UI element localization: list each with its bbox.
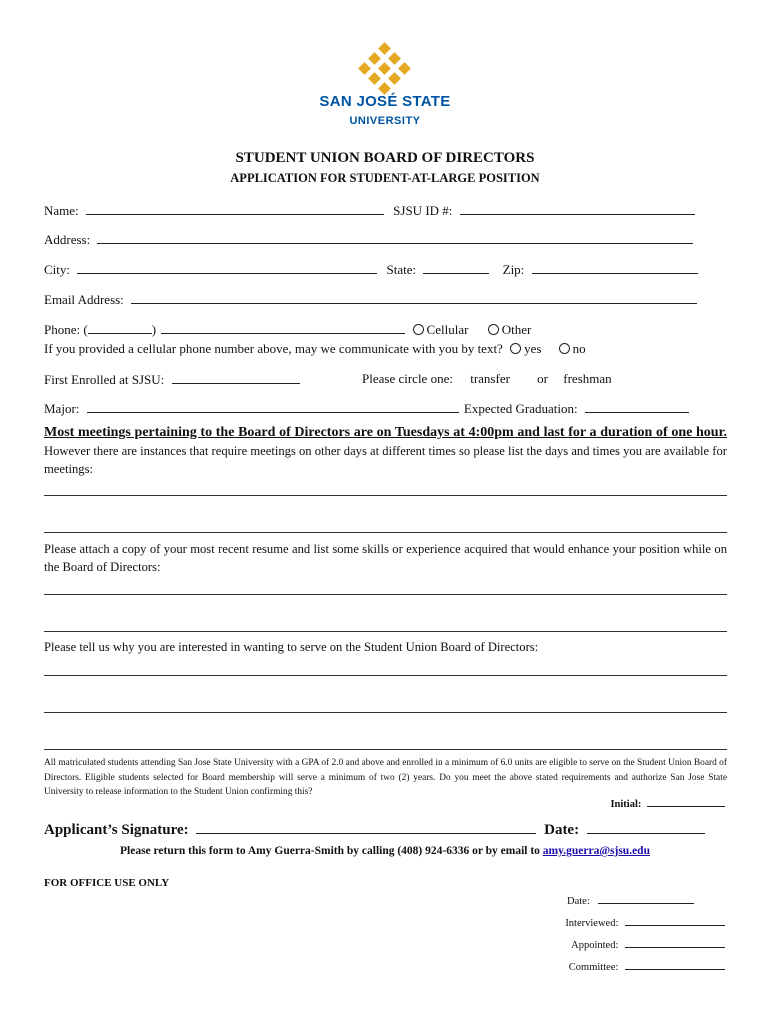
yes-radio-icon [510, 343, 521, 354]
text-question: If you provided a cellular phone number above, may we communicate with you by text? [44, 341, 503, 356]
skills-line-2[interactable] [44, 631, 727, 632]
meetings-rest: However there are instances that require meetings on other days at different times so please list the days and times you are available for meetings: [44, 444, 727, 476]
return-email-link[interactable]: amy.guerra@sjsu.edu [542, 845, 650, 857]
no-option[interactable] [559, 341, 586, 356]
skills-line-1[interactable] [44, 594, 727, 595]
enrollment-type-row [362, 371, 612, 387]
zip-field[interactable] [532, 261, 698, 274]
major-row [44, 400, 689, 417]
city-label: City: [44, 262, 71, 277]
yes-label: yes [524, 341, 542, 356]
text-question-row [44, 341, 586, 357]
logo-line1: SAN JOSÉ STATE [319, 93, 451, 110]
other-label: Other [501, 322, 532, 337]
office-interviewed-field[interactable] [625, 915, 725, 926]
name-field[interactable] [86, 202, 384, 215]
zip-label: Zip: [502, 262, 525, 277]
office-committee-label: Committee: [568, 962, 619, 973]
signature-label: Applicant’s Signature: [44, 822, 189, 838]
phone-label: Phone: ( [44, 322, 88, 337]
logo-line2: UNIVERSITY [349, 115, 421, 127]
cellular-option[interactable] [413, 322, 469, 337]
address-row [44, 231, 693, 248]
phone-number-field[interactable] [161, 321, 405, 334]
meetings-paragraph [44, 423, 727, 478]
return-text: Please return this form to Amy Guerra-Smith by calling (408) 924-6336 or by email to [120, 845, 540, 857]
office-appointed-label: Appointed: [571, 940, 619, 951]
office-appointed-field[interactable] [625, 937, 725, 948]
interest-line-1[interactable] [44, 675, 727, 676]
name-label: Name: [44, 203, 79, 218]
meetings-bold: Most meetings pertaining to the Board of Directors are on Tuesdays at 4:00pm and last for a duration of one hour. [44, 425, 727, 440]
cellular-radio-icon [413, 324, 424, 335]
or-label: or [537, 371, 549, 386]
interest-line-2[interactable] [44, 712, 727, 713]
no-radio-icon [559, 343, 570, 354]
office-interviewed-label: Interviewed: [565, 918, 619, 929]
name-row [44, 202, 695, 219]
sjsu-id-label: SJSU ID #: [393, 203, 453, 218]
yes-option[interactable] [510, 341, 541, 356]
interest-prompt: Please tell us why you are interested in wanting to serve on the Student Union Board of Directors: [44, 640, 539, 654]
availability-line-1[interactable] [44, 495, 727, 496]
signature-row [44, 820, 705, 839]
city-field[interactable] [77, 261, 377, 274]
office-committee-row [569, 959, 725, 973]
office-interviewed-row [565, 915, 725, 929]
office-committee-field[interactable] [625, 959, 725, 970]
availability-line-2[interactable] [44, 532, 727, 533]
initial-field[interactable] [647, 796, 725, 807]
no-label: no [572, 341, 586, 356]
expected-graduation-label: Expected Graduation: [463, 401, 578, 416]
major-field[interactable] [87, 400, 459, 413]
transfer-option[interactable]: transfer [470, 371, 510, 386]
first-enrolled-field[interactable] [172, 371, 300, 384]
signature-date-field[interactable] [587, 820, 705, 834]
signature-date-label: Date: [544, 822, 580, 838]
sjsu-id-field[interactable] [460, 202, 695, 215]
office-date-field[interactable] [598, 893, 694, 904]
first-enrolled-row [44, 371, 300, 388]
eligibility-statement: All matriculated students attending San Jose State University with a GPA of 2.0 and above and enrolled in a minimum of 6.0 units are eligible to serve on the Student Union Board of Directors. Eligible students selected for Board membership will serve a minimum of two (2) years. Do you meet the above stated requirements and authorize San Jose State University to release information to the Student Union confirming this? [44, 758, 727, 797]
email-label: Email Address: [44, 292, 124, 307]
page-title: STUDENT UNION BOARD OF DIRECTORS [235, 150, 535, 166]
cellular-label: Cellular [426, 322, 469, 337]
expected-graduation-field[interactable] [585, 400, 689, 413]
office-appointed-row [571, 937, 725, 951]
state-label: State: [386, 262, 417, 277]
resume-prompt: Please attach a copy of your most recent resume and list some skills or experience acquired that would enhance your position while on the Board of Directors: [44, 542, 727, 574]
office-date-label: Date: [567, 896, 590, 907]
phone-paren-close: ) [151, 322, 157, 337]
email-field[interactable] [131, 291, 697, 304]
other-option[interactable] [488, 322, 532, 337]
other-radio-icon [488, 324, 499, 335]
major-label: Major: [44, 401, 80, 416]
interest-line-3[interactable] [44, 749, 727, 750]
sjsu-logo [354, 40, 424, 90]
phone-area-code-field[interactable] [88, 321, 152, 334]
city-row [44, 261, 698, 278]
circle-one-label: Please circle one: [362, 371, 453, 386]
first-enrolled-label: First Enrolled at SJSU: [44, 372, 165, 387]
state-field[interactable] [423, 261, 489, 274]
office-date-row [567, 893, 725, 907]
phone-row [44, 321, 531, 338]
initial-row [610, 796, 725, 810]
address-label: Address: [44, 232, 91, 247]
initial-label: Initial: [610, 799, 642, 810]
page-subtitle: APPLICATION FOR STUDENT-AT-LARGE POSITION [230, 171, 540, 185]
return-info [0, 845, 770, 857]
freshman-option[interactable]: freshman [563, 371, 612, 386]
office-use-heading: FOR OFFICE USE ONLY [44, 877, 170, 889]
address-field[interactable] [97, 231, 693, 244]
email-row [44, 291, 697, 308]
signature-field[interactable] [196, 820, 536, 834]
